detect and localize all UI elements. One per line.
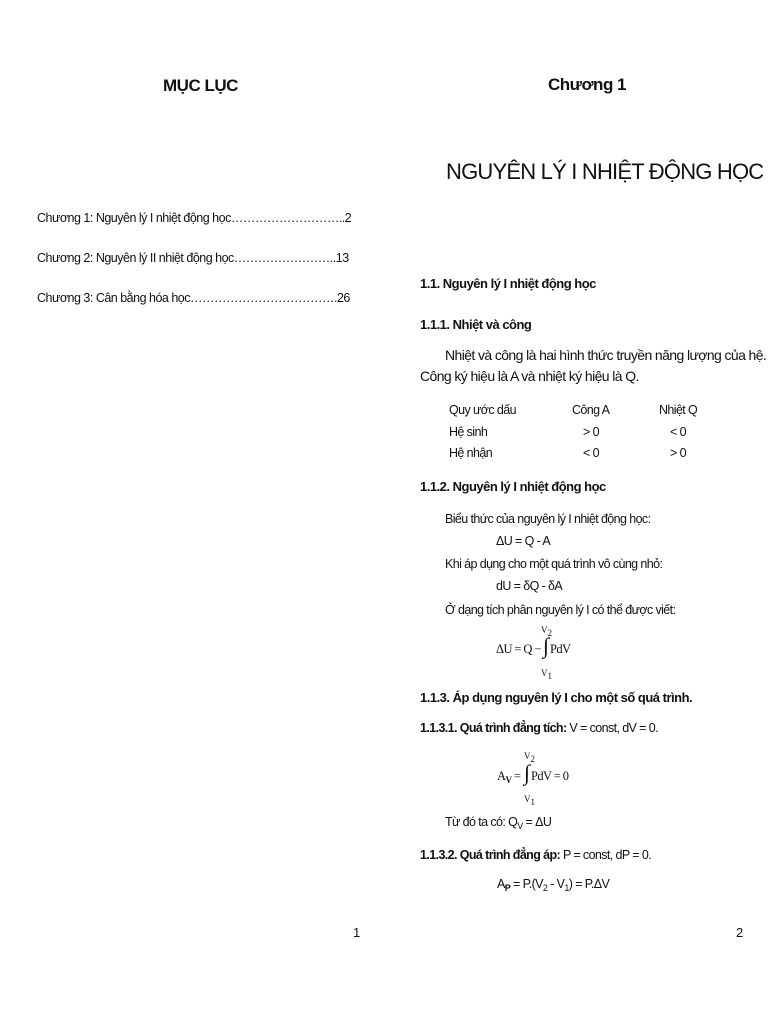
isochoric-label: 1.1.3.1. Quá trình đẳng tích: bbox=[420, 721, 567, 735]
toc-item-chapter-2: Chương 2: Nguyên lý II nhiệt động học……………………..13 bbox=[37, 251, 349, 265]
equation-differential: dU = δQ - δA bbox=[496, 579, 563, 593]
table-row-label: Hệ nhận bbox=[449, 446, 493, 460]
integral-lower-limit: $V_1$ bbox=[524, 794, 535, 807]
equation-integral-form bbox=[496, 624, 616, 682]
equation-first-law: ΔU = Q - A bbox=[496, 534, 551, 548]
chapter-title: NGUYÊN LÝ I NHIỆT ĐỘNG HỌC bbox=[446, 159, 764, 184]
isochoric-result: Từ đó ta có: $Q_V = \Delta U$ bbox=[445, 815, 552, 831]
isobaric-condition: P = const, dP = 0. bbox=[560, 848, 652, 862]
section-1-1-heading: 1.1. Nguyên lý I nhiệt động học bbox=[420, 276, 596, 291]
isobaric-label: 1.1.3.2. Quá trình đẳng áp: bbox=[420, 848, 561, 862]
paragraph-line-1: Nhiệt và công là hai hình thức truyền năng lượng của hệ. bbox=[445, 347, 767, 363]
section-1-1-3-1-line bbox=[420, 721, 658, 735]
integral-upper-limit: $V_2$ bbox=[541, 625, 552, 638]
table-header-convention: Quy ước dấu bbox=[449, 403, 516, 417]
work-symbol: $A_V$ = bbox=[497, 769, 521, 785]
table-cell: < 0 bbox=[583, 446, 599, 460]
table-cell: < 0 bbox=[670, 425, 686, 439]
table-cell: > 0 bbox=[670, 446, 686, 460]
integral-sign: ∫ bbox=[543, 633, 550, 658]
equation-isobaric-work: $A_P = P.(V_2 - V_1) = P.\Delta V$ bbox=[497, 877, 610, 893]
integral-upper-limit: $V_2$ bbox=[524, 751, 535, 764]
table-header-heat: Nhiệt Q bbox=[659, 403, 698, 417]
page-number-right: 2 bbox=[736, 925, 744, 940]
equation-isochoric-work bbox=[497, 749, 597, 809]
section-1-1-3-2-line bbox=[420, 848, 651, 862]
small-process-intro: Khi áp dụng cho một quá trình vô cùng nhỏ: bbox=[445, 557, 663, 571]
integrand-result: PdV = 0 bbox=[531, 769, 569, 783]
chapter-number: Chương 1 bbox=[548, 75, 627, 94]
page-number-left: 1 bbox=[353, 925, 361, 940]
integral-intro: Ở dạng tích phân nguyên lý I có thể được viết: bbox=[445, 603, 676, 617]
toc-item-chapter-3: Chương 3: Cân bằng hóa học……………………………….26 bbox=[37, 291, 350, 305]
expression-intro: Biểu thức của nguyên lý I nhiệt động học: bbox=[445, 512, 651, 526]
isochoric-condition: V = const, dV = 0. bbox=[566, 721, 658, 735]
table-row-label: Hệ sinh bbox=[449, 425, 488, 439]
integral-sign: ∫ bbox=[524, 760, 531, 785]
paragraph-line-2: Công ký hiệu là A và nhiệt ký hiệu là Q. bbox=[420, 368, 639, 384]
integral-lower-limit: $V_1$ bbox=[541, 668, 552, 681]
integrand: PdV bbox=[550, 642, 571, 656]
section-1-1-2-heading: 1.1.2. Nguyên lý I nhiệt động học bbox=[420, 479, 606, 494]
table-header-work: Công A bbox=[572, 403, 610, 417]
section-1-1-3-heading: 1.1.3. Áp dụng nguyên lý I cho một số quá trình. bbox=[420, 690, 693, 705]
equation-lhs: ΔU = Q − bbox=[496, 642, 541, 656]
section-1-1-1-heading: 1.1.1. Nhiệt và công bbox=[420, 317, 532, 332]
table-cell: > 0 bbox=[583, 425, 599, 439]
toc-title: MỤC LỤC bbox=[163, 76, 238, 95]
toc-item-chapter-1: Chương 1: Nguyên lý I nhiệt động học………………………..2 bbox=[37, 211, 352, 225]
